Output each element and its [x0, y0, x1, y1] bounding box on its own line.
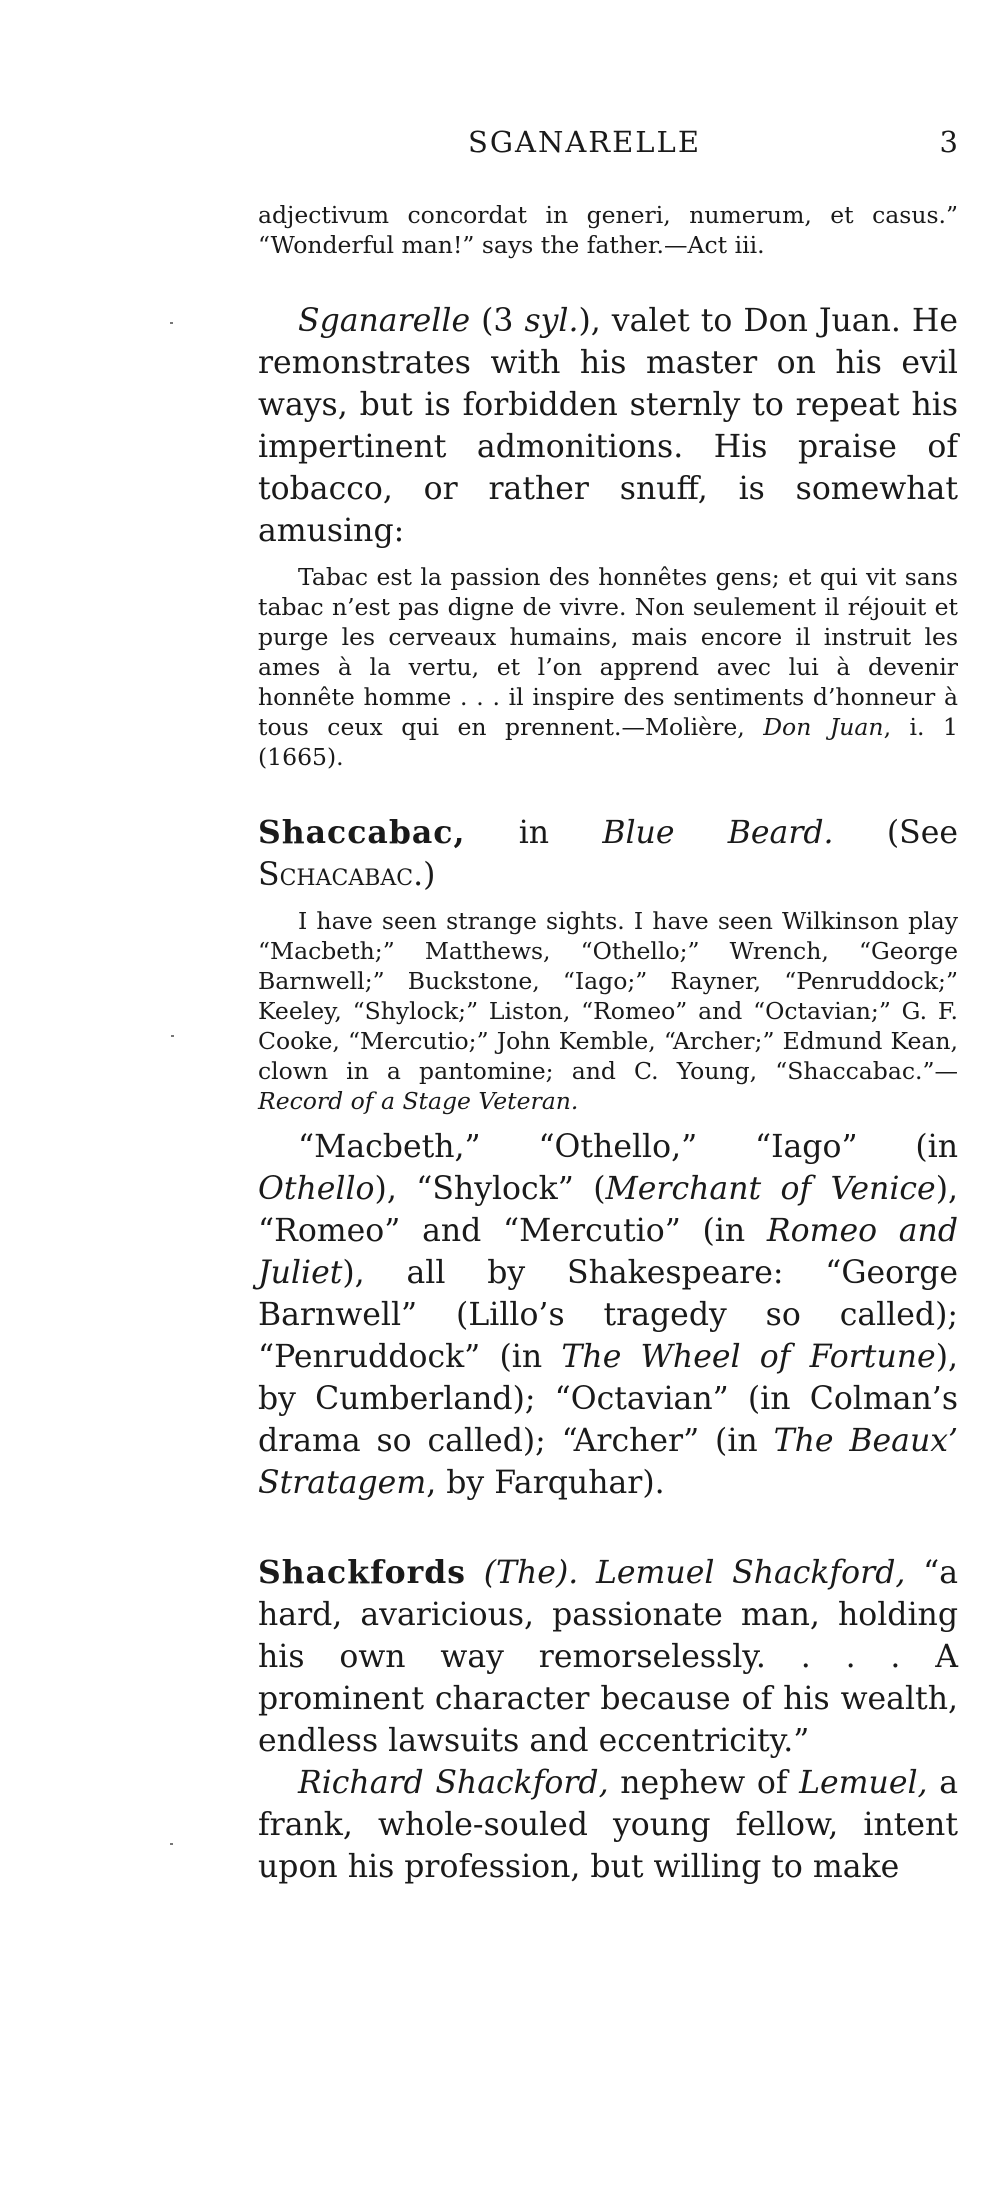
continued-paragraph: adjectivum concordat in generi, numerum, et casus.” “Wonderful man!” says the father.—Act iii.: [258, 201, 958, 259]
entry-headword: Sganarelle: [298, 303, 471, 339]
page-number: 3: [939, 125, 958, 159]
entry-sganarelle: Sganarelle (3 syl.), valet to Don Juan. He remonstrates with his master on his evil ways, but is forbidden sternly to repeat his impertinent admonitions. His praise of tobacco, or rather snuff, is somewhat amusing:: [258, 303, 958, 549]
text-column: [258, 200, 958, 1888]
entry-headword: Shackfords: [258, 1554, 466, 1591]
margin-mark: [170, 322, 173, 324]
running-head: [258, 125, 958, 165]
cross-reference: Schacabac: [258, 857, 414, 893]
margin-mark: [170, 1843, 173, 1845]
quotation-stage-veteran: I have seen strange sights. I have seen Wilkinson play “Macbeth;” Matthews, “Othello;” Wrench, “George Barnwell;” Buckstone, “Iago;” Rayner, “Penruddock;” Keeley, “Shylock;” Liston, “Romeo” and “Octavian;” G. F. Cooke, “Mercutio;” John Kemble, “Archer;” Edmund Kean, clown in a pantomine; and C. Young, “Shaccabac.”—Record of a Stage Veteran.: [258, 907, 958, 1115]
entry-shaccabac: Shaccabac, in Blue Beard. (See Schacabac.): [258, 814, 958, 893]
margin-mark: [171, 1035, 174, 1037]
entry-shackfords: Shackfords (The). Lemuel Shackford, “a hard, avaricious, passionate man, holding his own way remorselessly. . . . A prominent character because of his wealth, endless lawsuits and eccentricity.”: [258, 1554, 959, 1759]
running-title: SGANARELLE: [468, 125, 701, 159]
entry-headword: Shaccabac,: [258, 814, 466, 851]
quotation-moliere: Tabac est la passion des honnêtes gens; et qui vit sans tabac n’est pas digne de vivre. Non seulement il réjouit et purge les cerveaux humains, mais encore il instruit les ames à la vertu, et l’on apprend avec lui à devenir honnête homme . . . il inspire des sentiments d’honneur à tous ceux qui en prennent.—Molière, Don Juan, i. 1 (1665).: [258, 563, 958, 771]
entry-richard-shackford: Richard Shackford, nephew of Lemuel, a frank, whole-souled young fellow, intent upon his profession, but willing to make: [258, 1765, 958, 1885]
shaccabac-note: “Macbeth,” “Othello,” “Iago” (in Othello), “Shylock” (Merchant of Venice), “Romeo” and “Mercutio” (in Romeo and Juliet), all by Shakespeare: “George Barnwell” (Lillo’s tragedy so called); “Penruddock” (in The Wheel of Fortune), by Cumberland); “Octavian” (in Colman’s drama so called); “Archer” (in The Beaux’ Stratagem, by Farquhar).: [258, 1129, 959, 1501]
